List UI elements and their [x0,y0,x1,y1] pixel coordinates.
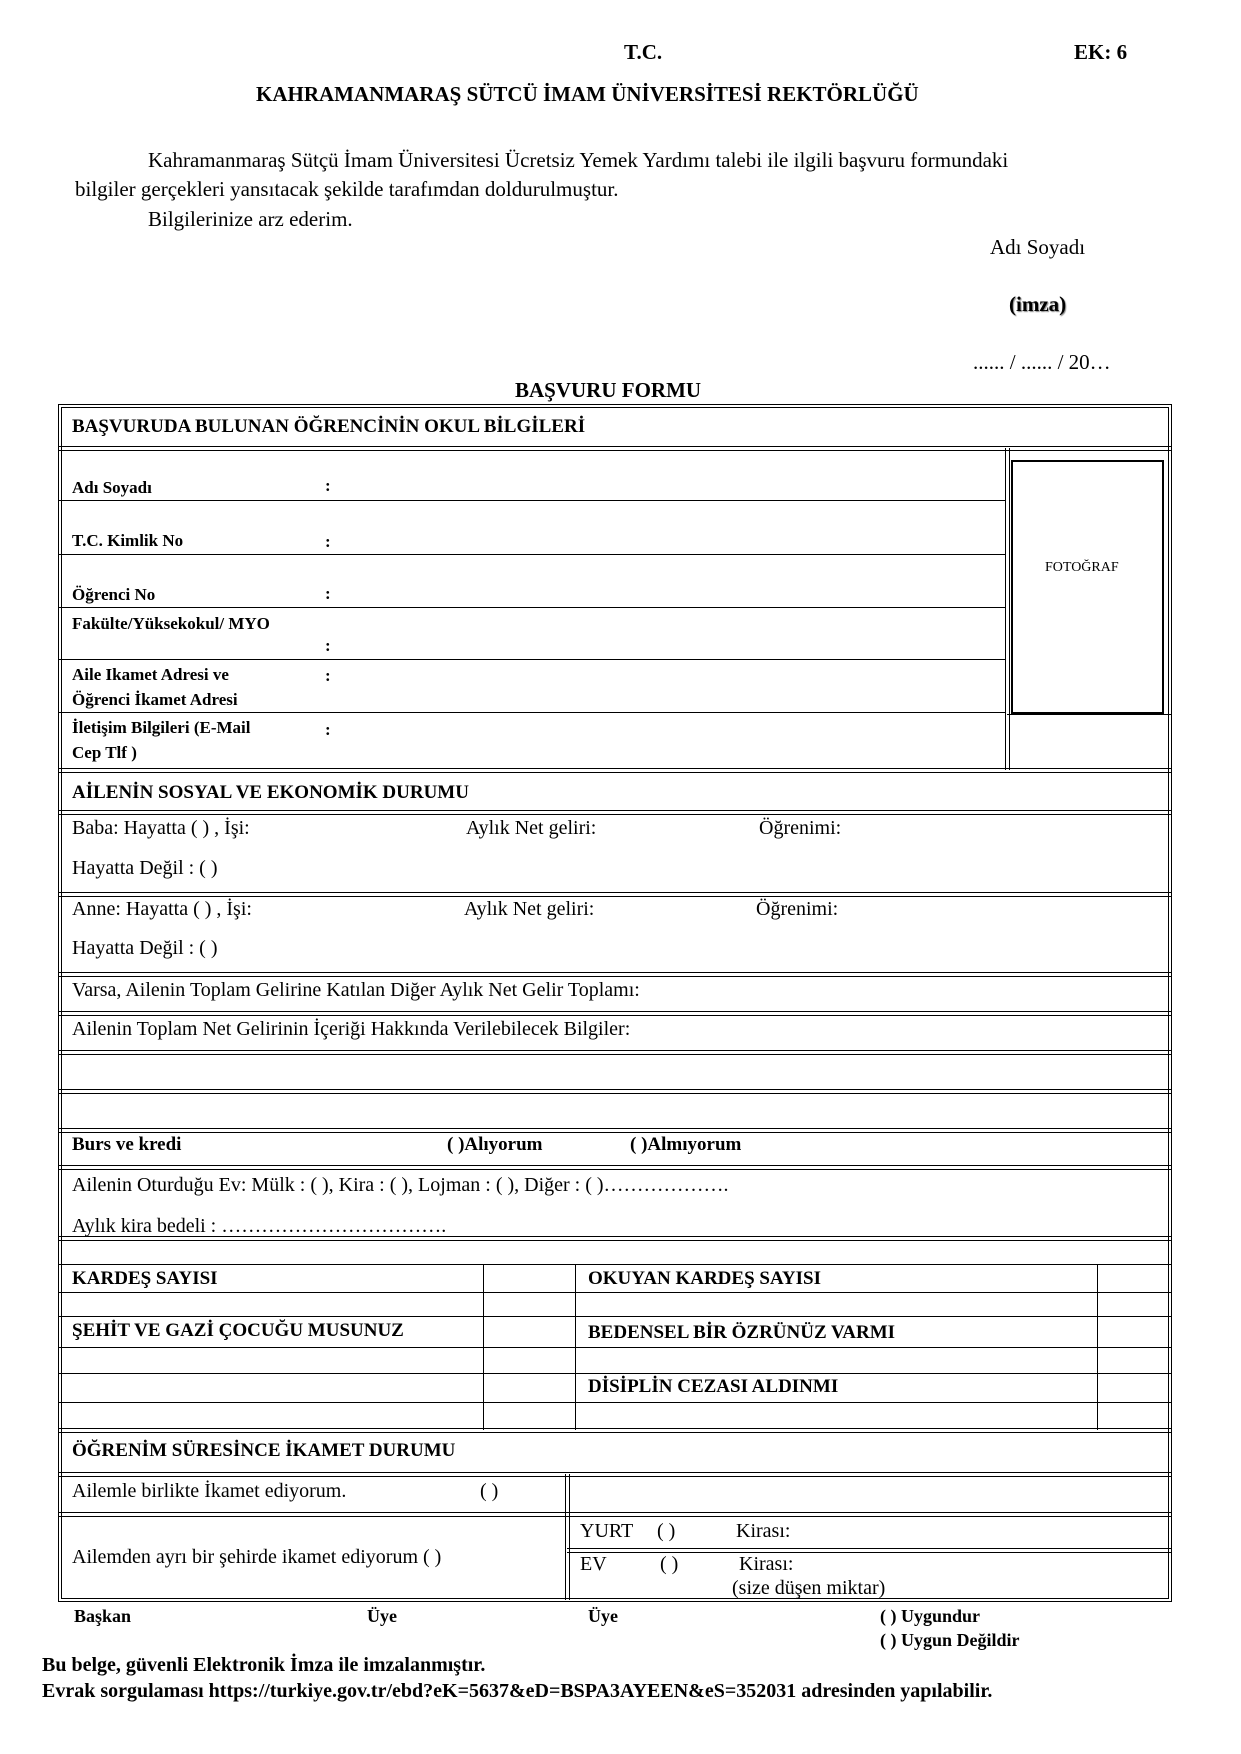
signature-label: (imza) [1009,292,1067,316]
divider [58,607,1006,608]
divider [58,1169,1172,1170]
divider [58,500,1006,501]
divider [58,810,1172,811]
document-query-note: Evrak sorgulaması https://turkiye.gov.tr/ebd?eK=5637&eD=BSPA3AYEEN&eS=352031 adresinden yapılabilir. [42,1680,993,1702]
divider [58,1132,1172,1133]
form-inner-frame [61,407,1169,1599]
divider [58,1516,1172,1517]
divider [58,1128,1172,1129]
divider [58,1316,1172,1317]
family-title: AİLENİN SOSYAL VE EKONOMİK DURUMU [72,782,469,803]
divider [567,1548,1172,1549]
divider [58,1472,1172,1473]
mother-status: Anne: Hayatta ( ) , İşi: [72,898,252,920]
divider [58,1089,1172,1090]
divider [58,1476,1172,1477]
institution-title: KAHRAMANMARAŞ SÜTCÜ İMAM ÜNİVERSİTESİ REKTÖRLÜĞÜ [256,82,919,106]
divider [58,976,1172,977]
scholarship-label: Burs ve kredi [72,1134,182,1155]
divider [58,1050,1172,1051]
photo-box [1011,460,1164,714]
annex-number: EK: 6 [1074,40,1128,64]
field-label-student-no: Öğrenci No [72,585,156,604]
mother-education: Öğrenimi: [756,898,839,920]
divider [1005,448,1006,770]
divider [58,972,1172,973]
divider [58,1240,1172,1241]
divider [58,772,1172,773]
share-note: (size düşen miktar) [732,1577,886,1599]
not-approved-option[interactable]: ( ) Uygun Değildir [880,1630,1020,1650]
monthly-rent: Aylık kira bedeli : ……………………………. [72,1215,447,1237]
date-field: ...... / ...... / 20… [973,350,1111,374]
father-status: Baba: Hayatta ( ) , İşi: [72,817,250,839]
divider [58,1165,1172,1166]
with-family-checkbox[interactable]: ( ) [480,1480,499,1502]
divider [58,1011,1172,1012]
field-colon: : [325,584,331,603]
divider [58,1432,1172,1433]
divider [58,1292,1172,1293]
divider [58,1347,1172,1348]
father-deceased: Hayatta Değil : ( ) [72,857,218,879]
house-checkbox[interactable]: ( ) [660,1553,679,1575]
field-colon: : [325,720,331,739]
divider [1009,448,1010,770]
field-colon: : [325,636,331,655]
form-title: BAŞVURU FORMU [515,378,702,402]
field-colon: : [325,532,331,551]
field-label-faculty: Fakülte/Yüksekokul/ MYO [72,614,270,633]
field-label-address-2: Öğrenci İkamet Adresi [72,690,238,709]
divider [58,712,1006,713]
divider [58,1402,1172,1403]
divider [58,1373,1172,1374]
divider [58,659,1006,660]
tc-heading: T.C. [624,40,663,64]
mother-deceased: Hayatta Değil : ( ) [72,937,218,959]
school-info-title: BAŞVURUDA BULUNAN ÖĞRENCİNİN OKUL BİLGİLERİ [72,416,586,437]
committee-member-2: Üye [588,1606,618,1626]
father-income: Aylık Net geliri: [466,817,597,839]
sibling-count-label: KARDEŞ SAYISI [72,1268,218,1289]
committee-chair: Başkan [74,1606,132,1626]
divider [569,1474,570,1600]
divider [58,1093,1172,1094]
divider [58,1428,1172,1429]
applicant-name-label: Adı Soyadı [990,235,1086,259]
discipline-label: DİSİPLİN CEZASI ALDINMI [588,1376,839,1397]
photo-label: FOTOĞRAF [1045,560,1119,575]
studying-siblings-label: OKUYAN KARDEŞ SAYISI [588,1268,822,1289]
divider [58,896,1172,897]
disability-label: BEDENSEL BİR ÖZRÜNÜZ VARMI [588,1322,896,1343]
field-label-address: Aile Ikamet Adresi ve [72,665,229,684]
separate-city-label: Ailemden ayrı bir şehirde ikamet ediyorum ( ) [72,1546,442,1568]
family-housing: Ailenin Oturduğu Ev: Mülk : ( ), Kira : ( ), Lojman : ( ), Diğer : ( )………………. [72,1174,729,1196]
divider [1007,714,1172,715]
committee-member-1: Üye [367,1606,397,1626]
scholarship-receiving: ( )Alıyorum [447,1134,543,1155]
divider [58,1236,1172,1237]
divider [565,1474,566,1600]
divider [567,1552,1172,1553]
intro-line-2: bilgiler gerçekleri yansıtacak şekilde tarafımdan doldurulmuştur. [75,177,619,201]
field-label-contact: İletişim Bilgileri (E-Mail [72,718,251,737]
mother-income: Aylık Net geliri: [464,898,595,920]
field-label-name: Adı Soyadı [72,478,152,497]
field-label-contact-2: Cep Tlf ) [72,743,137,762]
residence-title: ÖĞRENİM SÜRESİNCE İKAMET DURUMU [72,1440,456,1461]
martyr-veteran-label: ŞEHİT VE GAZİ ÇOCUĞU MUSUNUZ [72,1320,404,1341]
field-label-tc-id: T.C. Kimlik No [72,531,184,550]
dorm-label: YURT [580,1520,634,1542]
other-income-label: Varsa, Ailenin Toplam Gelirine Katılan Diğer Aylık Net Gelir Toplamı: [72,979,640,1001]
scholarship-not-receiving: ( )Almıyorum [630,1134,742,1155]
income-details-label: Ailenin Toplam Net Gelirinin İçeriği Hakkında Verilebilecek Bilgiler: [72,1018,631,1040]
divider [58,892,1172,893]
house-rent-label: Kirası: [739,1553,794,1575]
divider [58,814,1172,815]
intro-line-3: Bilgilerinize arz ederim. [148,207,353,231]
father-education: Öğrenimi: [759,817,842,839]
divider [58,1054,1172,1055]
field-colon: : [325,476,331,495]
divider [58,1512,1172,1513]
divider [58,446,1172,447]
divider [58,554,1006,555]
dorm-rent-label: Kirası: [736,1520,791,1542]
e-signature-note: Bu belge, güvenli Elektronik İmza ile imzalanmıştır. [42,1654,486,1676]
intro-line-1: Kahramanmaraş Sütçü İmam Üniversitesi Ücretsiz Yemek Yardımı talebi ile ilgili başvuru formundaki [148,148,1009,172]
divider [58,768,1172,769]
field-colon: : [325,666,331,685]
dorm-checkbox[interactable]: ( ) [657,1520,676,1542]
house-label: EV [580,1553,607,1575]
with-family-label: Ailemle birlikte İkamet ediyorum. [72,1480,347,1502]
approved-option[interactable]: ( ) Uygundur [880,1606,981,1626]
divider [58,1264,1172,1265]
divider [58,1015,1172,1016]
